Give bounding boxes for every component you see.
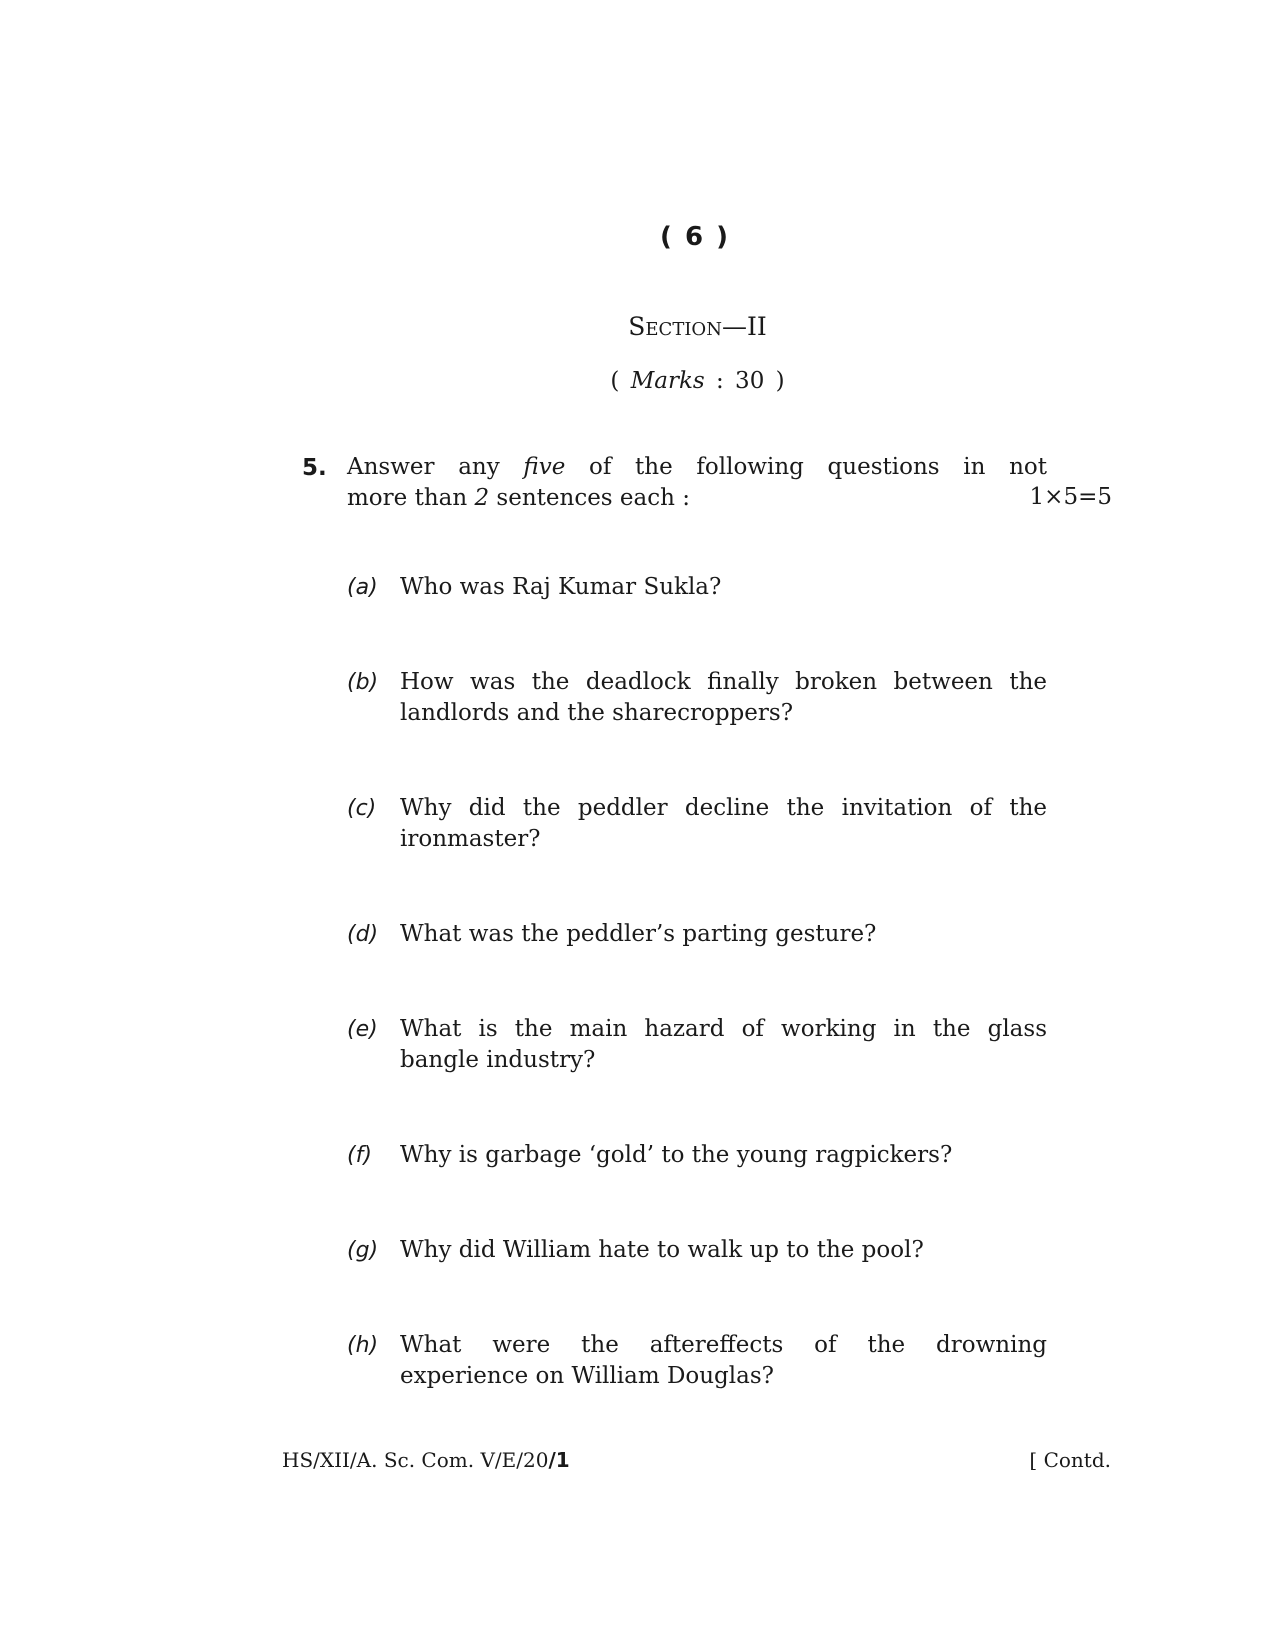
sub-question-line: Why is garbage ‘gold’ to the young ragpickers?	[400, 1142, 953, 1168]
sub-question-line: How was the deadlock finally broken between the	[400, 669, 1047, 695]
sub-question-line: What is the main hazard of working in the glass	[400, 1016, 1047, 1042]
sub-question-label: (a)	[347, 575, 378, 600]
sub-question-text	[400, 793, 1047, 855]
question-line-2	[347, 483, 1047, 514]
section-suffix: —II	[721, 312, 767, 341]
sub-question-text	[400, 1330, 1047, 1392]
page-number: ( 6 )	[660, 222, 730, 252]
sub-question-line: experience on William Douglas?	[400, 1363, 774, 1389]
paper-code-text: HS/XII/A. Sc. Com. V/E/20	[282, 1448, 549, 1472]
section-prefix: Section	[628, 312, 722, 341]
sub-question-text	[400, 1235, 1047, 1266]
paper-code	[282, 1448, 570, 1472]
sub-question-line: Who was Raj Kumar Sukla?	[400, 574, 722, 600]
sub-question-line: ironmaster?	[400, 826, 541, 852]
sub-question-line: Why did William hate to walk up to the pool?	[400, 1237, 924, 1263]
q1b: of the following questions in not	[565, 454, 1047, 480]
continued-marker: [ Contd.	[1029, 1448, 1111, 1472]
sub-question-label: (e)	[347, 1017, 378, 1042]
marks-value: : 30 )	[704, 368, 785, 394]
marks-open: (	[610, 368, 631, 394]
sub-question-text	[400, 667, 1047, 729]
q2a: more than	[347, 485, 475, 511]
marks-allocation: 1×5=5	[1029, 484, 1112, 510]
q1a: Answer any	[347, 454, 524, 480]
sub-question-label: (c)	[347, 796, 377, 821]
section-heading	[0, 312, 1275, 341]
sub-question-line: What were the aftereffects of the drowning	[400, 1332, 1047, 1358]
sub-question-line: What was the peddler’s parting gesture?	[400, 921, 877, 947]
sub-question-line: Why did the peddler decline the invitation of the	[400, 795, 1047, 821]
sub-question-label: (b)	[347, 670, 379, 695]
q1em: five	[523, 454, 566, 480]
sub-question-label: (f)	[347, 1143, 372, 1168]
sub-question-label: (d)	[347, 922, 379, 947]
sub-question-label: (h)	[347, 1333, 379, 1358]
sub-question-line: bangle industry?	[400, 1047, 596, 1073]
q2b: sentences each :	[489, 485, 690, 511]
sub-question-text	[400, 1140, 1047, 1171]
marks-label: Marks	[630, 368, 705, 394]
sub-question-text	[400, 572, 1047, 603]
paper-code-suffix: /1	[548, 1448, 570, 1472]
question-line-1	[347, 452, 1047, 483]
question-number: 5.	[302, 455, 327, 481]
question-instruction	[347, 452, 1047, 514]
sub-question-line: landlords and the sharecroppers?	[400, 700, 794, 726]
sub-question-label: (g)	[347, 1238, 379, 1263]
sub-question-text	[400, 919, 1047, 950]
section-marks	[0, 368, 1275, 394]
sub-question-text	[400, 1014, 1047, 1076]
q2em: 2	[474, 485, 490, 511]
